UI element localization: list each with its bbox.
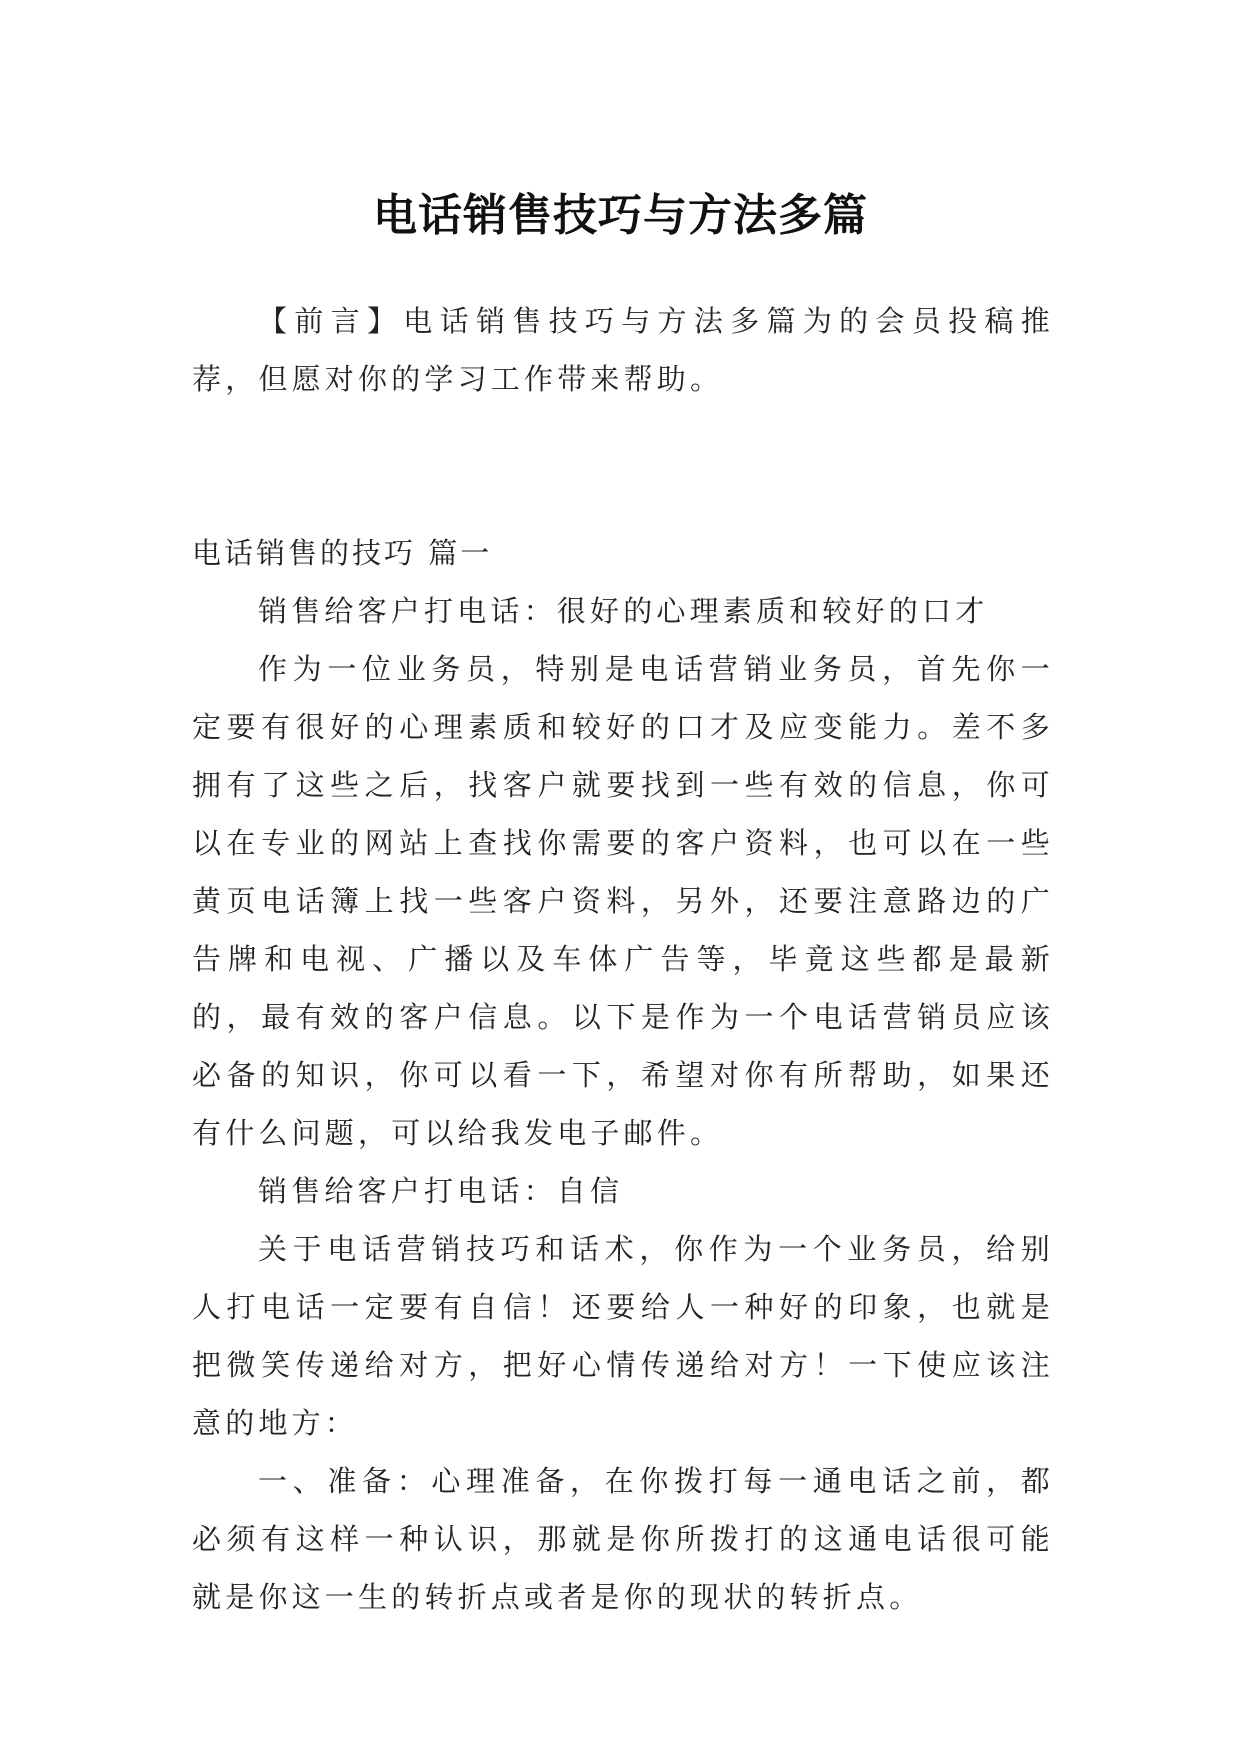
body-paragraph-1: 销售给客户打电话：很好的心理素质和较好的口才 — [258, 594, 989, 628]
paragraph-spacer — [192, 466, 1054, 524]
body-paragraph-2: 作为一位业务员，特别是电话营销业务员，首先你一定要有很好的心理素质和较好的口才及应变能力。差不多拥有了这些之后，找客户就要找到一些有效的信息，你可以在专业的网站上查找你需要的客户资料，也可以在一些黄页电话簿上找一些客户资料，另外，还要注意路边的广告牌和电视、广播以及车体广告等，毕竟这些都是最新的，最有效的客户信息。以下是作为一个电话营销员应该必备的知识，你可以看一下，希望对你有所帮助，如果还有什么问题，可以给我发电子邮件。 — [192, 652, 1054, 1150]
document-body — [192, 292, 1054, 1626]
body-paragraph-3: 销售给客户打电话：自信 — [258, 1174, 624, 1208]
body-paragraph-4: 关于电话营销技巧和话术，你作为一个业务员，给别人打电话一定要有自信！还要给人一种好的印象，也就是把微笑传递给对方，把好心情传递给对方！一下使应该注意的地方： — [192, 1232, 1054, 1440]
preface-paragraph: 【前言】电话销售技巧与方法多篇为的会员投稿推荐，但愿对你的学习工作带来帮助。 — [192, 304, 1054, 396]
paragraph-spacer — [192, 408, 1054, 466]
section-heading: 电话销售的技巧 篇一 — [192, 536, 493, 570]
body-paragraph-5: 一、准备：心理准备，在你拨打每一通电话之前，都必须有这样一种认识，那就是你所拨打的这通电话很可能就是你这一生的转折点或者是你的现状的转折点。 — [192, 1464, 1054, 1614]
document-title: 电话销售技巧与方法多篇 — [373, 190, 868, 242]
